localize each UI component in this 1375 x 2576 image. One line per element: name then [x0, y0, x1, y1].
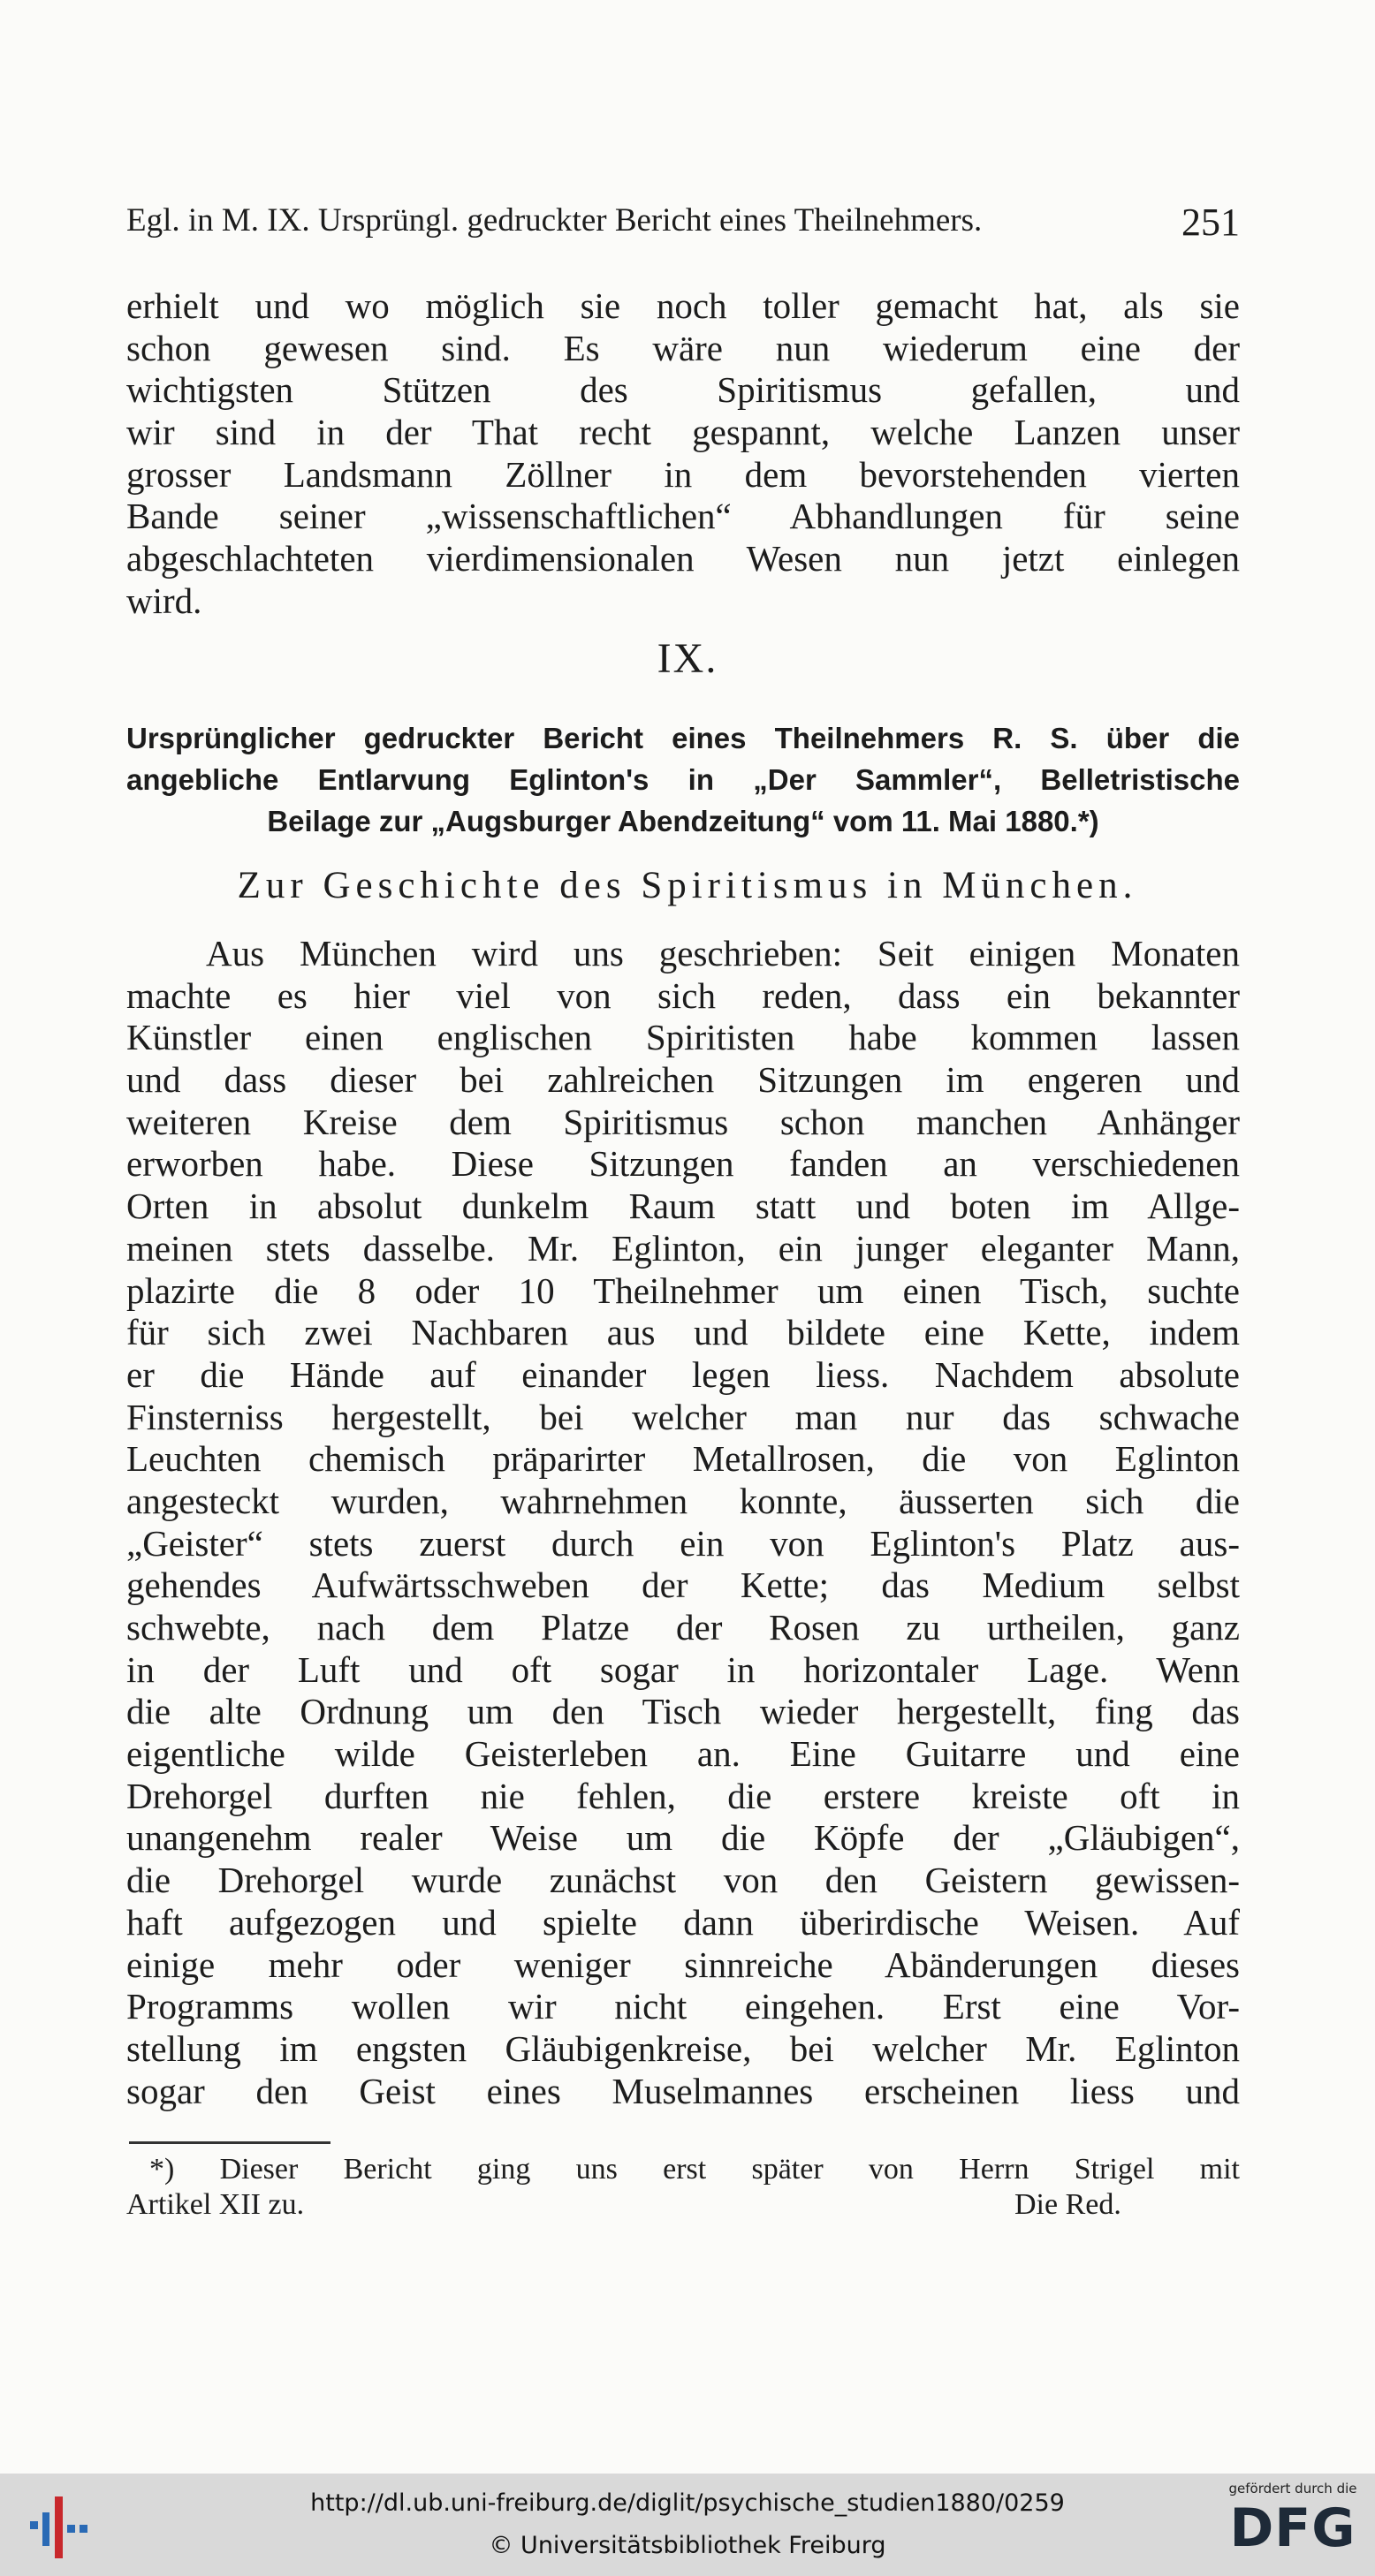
text-line: die Drehorgel wurde zunächst von den Geistern gewissen-	[126, 1860, 1240, 1901]
text-line: meinen stets dasselbe. Mr. Eglinton, ein junger eleganter Mann,	[126, 1227, 1240, 1269]
intro-paragraph	[126, 285, 1240, 623]
text-line: Drehorgel durften nie fehlen, die erstere kreiste oft in	[126, 1775, 1240, 1816]
subtitle-line: Beilage zur „Augsburger Abendzeitung“ vom 11. Mai 1880.*)	[267, 805, 1099, 837]
article-subtitle	[126, 717, 1240, 842]
permalink-link[interactable]: http://dl.ub.uni-freiburg.de/diglit/psychische_studien1880/0259	[310, 2489, 1065, 2517]
text-line: plazirte die 8 oder 10 Theilnehmer um einen Tisch, suchte	[126, 1269, 1240, 1311]
text-line: in der Luft und oft sogar in horizontaler Lage. Wenn	[126, 1648, 1240, 1690]
viewer-footer-bar	[0, 2474, 1375, 2576]
text-line: unangenehm realer Weise um die Köpfe der „Gläubigen“,	[126, 1817, 1240, 1859]
text-line: wichtigsten Stützen des Spiritismus gefallen, und	[126, 369, 1240, 411]
text-line: schon gewesen sind. Es wäre nun wiederum eine der	[126, 327, 1240, 368]
body-paragraph	[126, 933, 1240, 2112]
text-line: abgeschlachteten vierdimensionalen Wesen nun jetzt einlegen	[126, 538, 1240, 580]
text-line: grosser Landsmann Zöllner in dem bevorstehenden vierten	[126, 453, 1240, 495]
page-number: 251	[1181, 201, 1240, 244]
footnote-text: Artikel XII zu.	[126, 2188, 305, 2221]
text-line: Aus München wird uns geschrieben: Seit einigen Monaten	[206, 933, 1240, 974]
text-line: einige mehr oder weniger sinnreiche Abänderungen dieses	[126, 1943, 1240, 1985]
footnote-line-2	[126, 2187, 1240, 2223]
text-line: erworben habe. Diese Sitzungen fanden an verschiedenen	[126, 1143, 1240, 1185]
text-line: Finsterniss hergestellt, bei welcher man nur das schwache	[126, 1396, 1240, 1437]
text-line: Künstler einen englischen Spiritisten habe kommen lassen	[126, 1017, 1240, 1058]
text-line: machte es hier viel von sich reden, dass ein bekannter	[126, 974, 1240, 1016]
text-line: erhielt und wo möglich sie noch toller gemacht hat, als sie	[126, 285, 1240, 326]
subtitle-line: Ursprünglicher gedruckter Bericht eines Theilnehmers R. S. über die	[126, 722, 1240, 754]
text-line: stellung im engsten Gläubigenkreise, bei welcher Mr. Eglinton	[126, 2027, 1240, 2069]
text-line: sogar den Geist eines Muselmannes erscheinen liess und	[126, 2070, 1240, 2111]
running-title: Egl. in M. IX. Ursprüngl. gedruckter Bericht eines Theilnehmers.	[126, 202, 983, 239]
subtitle-line: angebliche Entlarvung Eglinton's in „Der Sammler“, Belletristische	[126, 763, 1240, 796]
footnote	[126, 2152, 1240, 2223]
text-line: schwebte, nach dem Platze der Rosen zu urtheilen, ganz	[126, 1607, 1240, 1648]
ub-freiburg-logo-icon	[28, 2489, 90, 2560]
text-line: weiteren Kreise dem Spiritismus schon manchen Anhänger	[126, 1101, 1240, 1142]
footnote-line: *) Dieser Bericht ging uns erst später von Herrn Strigel mit	[149, 2153, 1240, 2186]
copyright-notice: © Universitätsbibliothek Freiburg	[489, 2532, 886, 2559]
text-line: wird.	[126, 580, 202, 621]
dfg-logo	[1227, 2479, 1359, 2571]
text-line: Programms wollen wir nicht eingehen. Erst eine Vor-	[126, 1986, 1240, 2027]
text-line: die alte Ordnung um den Tisch wieder hergestellt, fing das	[126, 1691, 1240, 1732]
dfg-caption: gefördert durch die	[1228, 2481, 1357, 2496]
text-line: er die Hände auf einander legen liess. Nachdem absolute	[126, 1353, 1240, 1395]
footnote-signature: Die Red.	[1014, 2188, 1121, 2221]
text-line: „Geister“ stets zuerst durch ein von Eglinton's Platz aus-	[126, 1522, 1240, 1564]
footnote-rule	[129, 2141, 330, 2144]
text-line: Leuchten chemisch präparirter Metallrosen, die von Eglinton	[126, 1438, 1240, 1480]
text-line: haft aufgezogen und spielte dann überirdische Weisen. Auf	[126, 1901, 1240, 1943]
section-title: Zur Geschichte des Spiritismus in München.	[237, 865, 1138, 906]
text-line: wir sind in der That recht gespannt, welche Lanzen unser	[126, 412, 1240, 453]
text-line: und dass dieser bei zahlreichen Sitzungen im engeren und	[126, 1059, 1240, 1101]
section-number: IX.	[657, 635, 718, 682]
text-line: eigentliche wilde Geisterleben an. Eine Guitarre und eine	[126, 1733, 1240, 1775]
text-line: Bande seiner „wissenschaftlichen“ Abhandlungen für seine	[126, 496, 1240, 537]
dfg-wordmark: DFG	[1229, 2497, 1356, 2559]
text-line: angesteckt wurden, wahrnehmen konnte, äusserten sich die	[126, 1480, 1240, 1521]
text-line: Orten in absolut dunkelm Raum statt und boten im Allge-	[126, 1186, 1240, 1227]
running-header	[126, 201, 1240, 254]
text-line: für sich zwei Nachbaren aus und bildete eine Kette, indem	[126, 1312, 1240, 1353]
text-line: gehendes Aufwärtsschweben der Kette; das Medium selbst	[126, 1565, 1240, 1606]
